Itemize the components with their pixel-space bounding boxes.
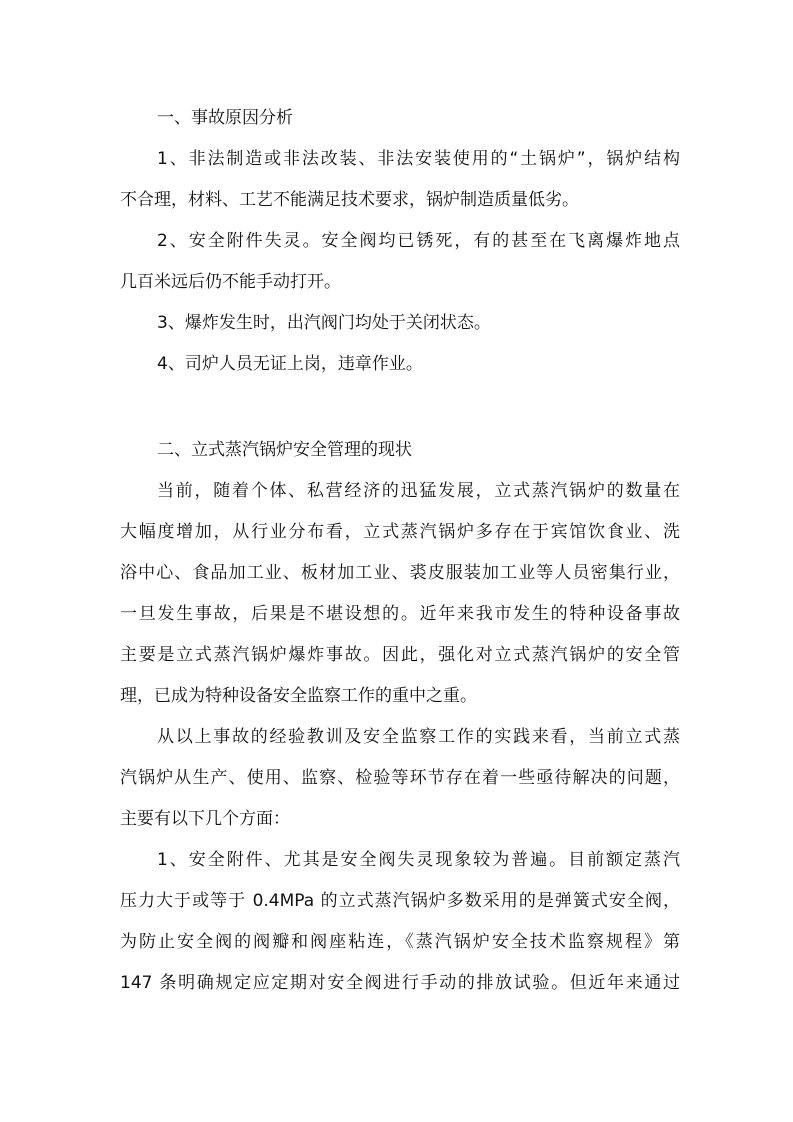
section1-item1-line2: 不合理，材料、工艺不能满足技术要求，锅炉制造质量低劣。 [120,190,579,210]
section2-p3-line1: 1、安全附件、尤其是安全阀失灵现象较为普遍。目前额定蒸汽 [157,850,680,870]
section2-p1-line4: 一旦发生事故，后果是不堪设想的。近年来我市发生的特种设备事故 [120,604,680,624]
section2-p2-line2: 汽锅炉从生产、使用、监察、检验等环节存在着一些亟待解决的问题， [120,768,680,788]
section2-p3-line3: 为防止安全阀的阀瓣和阀座粘连，《蒸汽锅炉安全技术监察规程》第 [120,932,680,952]
section2-p1-line2: 大幅度增加，从行业分布看，立式蒸汽锅炉多存在于宾馆饮食业、洗 [120,522,680,542]
section1-item2-line2: 几百米远后仍不能手动打开。 [120,272,341,292]
section2-p1-line5: 主要是立式蒸汽锅炉爆炸事故。因此，强化对立式蒸汽锅炉的安全管 [120,645,680,665]
section2-p1-line6: 理，已成为特种设备安全监察工作的重中之重。 [120,686,477,706]
section1-item4-line1: 4、司炉人员无证上岗，违章作业。 [157,354,423,374]
section2-p1-line3: 浴中心、食品加工业、板材加工业、裘皮服装加工业等人员密集行业， [120,563,680,583]
section2-heading: 二、立式蒸汽锅炉安全管理的现状 [157,440,412,460]
section2-p3-line4: 147 条明确规定应定期对安全阀进行手动的排放试验。但近年来通过 [120,973,680,993]
section2-p2-line1: 从以上事故的经验教训及安全监察工作的实践来看，当前立式蒸 [157,727,680,747]
section2-p2-line3: 主要有以下几个方面： [120,809,290,829]
section2-p1-line1: 当前，随着个体、私营经济的迅猛发展，立式蒸汽锅炉的数量在 [157,481,680,501]
section2-p3-line2: 压力大于或等于 0.4MPa 的立式蒸汽锅炉多数采用的是弹簧式安全阀， [120,891,680,911]
section1-item2-line1: 2、安全附件失灵。安全阀均已锈死，有的甚至在飞离爆炸地点 [157,231,680,251]
section1-item1-line1: 1、非法制造或非法改装、非法安装使用的“土锅炉”，锅炉结构 [157,149,680,169]
section1-item3-line1: 3、爆炸发生时，出汽阀门均处于关闭状态。 [157,313,491,333]
section1-heading: 一、事故原因分析 [157,108,293,128]
